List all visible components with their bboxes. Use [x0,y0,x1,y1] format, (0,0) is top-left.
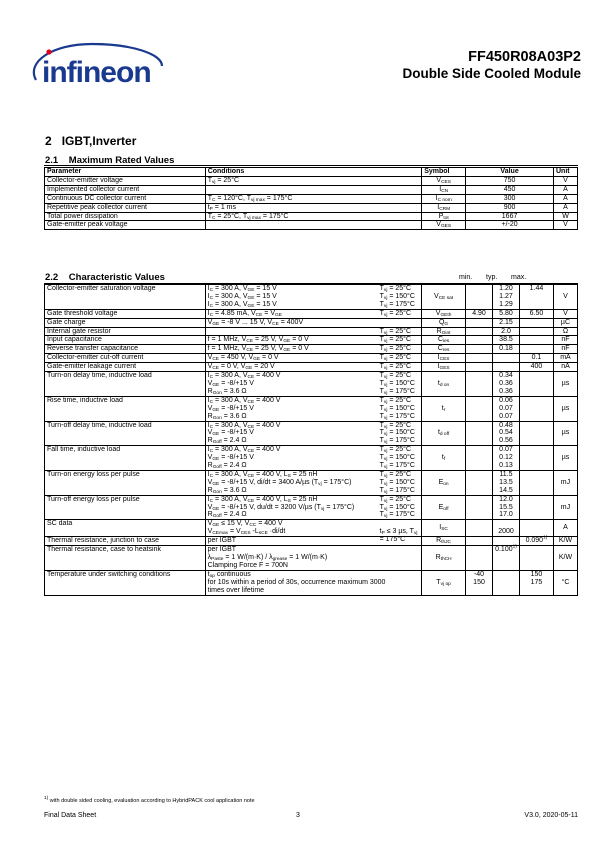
typ-cell: 1.20 1.27 1.29 [493,285,520,310]
unit-cell: W [553,212,577,221]
symbol-cell: $I_{SC}$ [422,520,466,537]
table-row [45,221,578,230]
section-title: IGBT,Inverter [61,134,137,148]
parameter-cell: Gate threshold voltage [45,309,206,318]
max-cell: 0.090$^{1)}$ [519,537,553,546]
footer-version-date: V3.0, 2020-05-11 [524,812,578,819]
symbol-cell: $R_{thJC}$ [422,537,466,546]
max-cell: 400 [519,363,553,372]
parameter-cell: SC data [45,520,206,537]
parameter-cell: Thermal resistance, junction to case [45,537,206,546]
table-row [45,372,578,397]
max-rated-table [44,167,578,230]
table-row [45,176,578,185]
symbol-cell: $C_{res}$ [422,345,466,354]
table-header-row [45,168,578,177]
min-cell [466,354,493,363]
symbol-cell: $I_{CES}$ [422,354,466,363]
unit-cell: V [553,285,577,310]
max-cell [519,470,553,495]
parameter-cell: Rise time, inductive load [45,396,206,421]
value-cell: 750 [466,176,554,185]
conditions-cell: $t_P = 1$ ms [205,203,422,212]
typ-cell: 0.18 [493,345,520,354]
subsection-title: Characteristic Values [68,272,165,283]
section-number: 2 [45,134,52,148]
conditions-cell: $I_C = 300$ A, $V_{CE} = 400$ V $T_{vj} = 25^\circ C$ $V_{GE} = -8/+15$ V $T_{vj} = 150^\circ C$ $R_{Goff} = 2.4$ Ω $T_{vj} = 175^\circ C$ [205,421,421,446]
value-cell: 900 [466,203,554,212]
unit-cell: K/W [553,537,577,546]
min-cell [466,285,493,310]
table-row [45,495,578,520]
conditions-cell: $I_C = 300$ A, $V_{CE} = 400$ V, $L_S = 25$ nH $T_{vj} = 25^\circ C$ $V_{GE} = -8/+15$ V, du/dt = 3200 V/µs $(T_{vj} = 175^\circ C)$ $T_{vj} = 150^\circ C$ $R_{Goff} = 2.4$ Ω $T_{vj} = 175^\circ C$ [205,495,421,520]
min-cell [466,336,493,345]
min-cell [466,495,493,520]
parameter-cell: Total power dissipation [45,212,206,221]
footer-left: Final Data Sheet [44,812,97,819]
min-cell [466,421,493,446]
min-cell: 4.90 [466,309,493,318]
table-row [45,421,578,446]
value-cell: 450 [466,185,554,194]
unit-cell: nF [553,336,577,345]
min-cell [466,520,493,537]
typ-cell: 38.5 [493,336,520,345]
infineon-logo [22,40,167,100]
table-row [45,212,578,221]
footer-page-number: 3 [296,812,300,819]
max-cell: 6.50 [519,309,553,318]
max-cell [519,546,553,571]
unit-cell: K/W [553,546,577,571]
table-row [45,336,578,345]
header-symbol: Symbol [422,168,466,177]
symbol-cell: $I_{CN}$ [422,185,466,194]
max-cell: 150 175 [519,570,553,595]
parameter-cell: Continuous DC collector current [45,194,206,203]
min-cell [466,372,493,397]
max-cell: 1.44 [519,285,553,310]
typ-cell [493,363,520,372]
unit-cell: µs [553,446,577,471]
conditions-cell: $V_{GE} = -8$ V ... 15 V, $V_{CE} = 400V$ [205,318,421,327]
conditions-cell: $T_{vj} = 25^\circ C$ [205,327,421,336]
unit-cell: A [553,520,577,537]
conditions-cell: $T_C = 25^\circ C$, $T_{vj max} = 175^\circ C$ [205,212,422,221]
header-value: Value [466,168,554,177]
max-cell [519,372,553,397]
parameter-cell: Turn-on energy loss per pulse [45,470,206,495]
conditions-cell: f = 1 MHz, $V_{CE} = 25$ V, $V_{GE} = 0$ V $T_{vj} = 25^\circ C$ [205,345,421,354]
conditions-cell: per IGBT $\lambda_{Paste} = 1$ $W/(m\cdot K) / \lambda_{grease} = 1$ W/(m·K) Clamping Force F = 700N [205,546,421,571]
parameter-cell: Thermal resistance, case to heatsink [45,546,206,571]
parameter-cell: Implemented collector current [45,185,206,194]
table-row [45,285,578,310]
conditions-cell: $T_C = 120^\circ C$, $T_{vj max} = 175^\circ C$ [205,194,422,203]
conditions-cell: $I_C = 300$ A, $V_{CE} = 400$ V $T_{vj} = 25^\circ C$ $V_{GE} = -8/+15$ V $T_{vj} = 150^\circ C$ $R_{Gon} = 3.6$ Ω $T_{vj} = 175^\circ C$ [205,372,421,397]
conditions-cell: $V_{CE} = 0$ V, $V_{GE} = 20$ V $T_{vj} = 25^\circ C$ [205,363,421,372]
typ-cell: 0.07 0.12 0.13 [493,446,520,471]
min-cell: -40 150 [466,570,493,595]
unit-cell: µs [553,372,577,397]
conditions-cell: $I_C = 4.85$ mA, $V_{CE} = V_{GE}$ $T_{vj} = 25^\circ C$ [205,309,421,318]
conditions-cell: $I_C = 300$ A, $V_{CE} = 400$ V, $L_S = 25$ nH $T_{vj} = 25^\circ C$ $V_{GE} = -8/+15$ V, di/dt = 3400 A/µs $(T_{vj} = 175^\circ C)$ $T_{vj} = 150^\circ C$ $R_{Gon} = 3.6$ Ω $T_{vj} = 175^\circ C$ [205,470,421,495]
table-row [45,185,578,194]
symbol-cell: $C_{ies}$ [422,336,466,345]
logo-text: infineon [42,56,151,89]
parameter-cell: Gate-emitter peak voltage [45,221,206,230]
table-row [45,546,578,571]
table-row [45,203,578,212]
table-row [45,363,578,372]
header-parameter: Parameter [45,168,206,177]
parameter-cell: Turn-off delay time, inductive load [45,421,206,446]
typ-cell: 0.100$^{1)}$ [493,546,520,571]
table-row [45,345,578,354]
parameter-cell: Turn-on delay time, inductive load [45,372,206,397]
typ-cell [493,570,520,595]
parameter-cell: Input capacitance [45,336,206,345]
typ-cell: 0.48 0.54 0.56 [493,421,520,446]
parameter-cell: Reverse transfer capacitance [45,345,206,354]
subsection-number: 2.2 [45,272,59,283]
table-row [45,327,578,336]
column-typ-label: typ. [486,274,498,281]
part-number: FF450R08A03P2 [468,49,581,65]
conditions-cell: $I_C = 300$ A, $V_{CE} = 400$ V $T_{vj} = 25^\circ C$ $V_{GE} = -8/+15$ V $T_{vj} = 150^\circ C$ $R_{Goff} = 2.4$ Ω $T_{vj} = 175^\circ C$ [205,446,421,471]
value-cell: 300 [466,194,554,203]
conditions-cell: $T_{vj} = 25^\circ C$ [205,176,422,185]
symbol-cell: $t_{d on}$ [422,372,466,397]
table-row [45,194,578,203]
symbol-cell: $P_{tot}$ [422,212,466,221]
max-cell: 0.1 [519,354,553,363]
unit-cell: A [553,194,577,203]
max-cell [519,495,553,520]
typ-cell: 11.5 13.5 14.5 [493,470,520,495]
symbol-cell: $T_{vj op}$ [422,570,466,595]
table-row [45,470,578,495]
parameter-cell: Fall time, inductive load [45,446,206,471]
min-cell [466,363,493,372]
value-cell: 1667 [466,212,554,221]
symbol-cell: $V_{CES}$ [422,176,466,185]
max-cell [519,327,553,336]
unit-cell: nA [553,363,577,372]
document-subtitle: Double Side Cooled Module [402,66,581,81]
max-cell [519,520,553,537]
header-conditions: Conditions [205,168,422,177]
subsection-characteristic-heading [45,272,165,283]
conditions-cell: per IGBT [205,537,421,546]
conditions-cell: $V_{GE} \le 15$ V, $V_{CC} = 400$ V $V_{CEmax} = V_{CES}$ $-L_{sCE} \cdot di/dt$ $t_P \le 3$ µs, $T_{vj} = 175^\circ C$ [205,520,421,537]
min-cell [466,546,493,571]
symbol-cell: $E_{on}$ [422,470,466,495]
typ-cell: 12.0 15.5 17.0 [493,495,520,520]
value-cell: +/-20 [466,221,554,230]
unit-cell: µs [553,421,577,446]
symbol-cell: $E_{off}$ [422,495,466,520]
unit-cell: nF [553,345,577,354]
typ-cell: 0.06 0.07 0.07 [493,396,520,421]
typ-cell: 0.34 0.36 0.36 [493,372,520,397]
symbol-cell: $R_{thCH}$ [422,546,466,571]
unit-cell: V [553,221,577,230]
unit-cell: mJ [553,470,577,495]
min-cell [466,345,493,354]
unit-cell: V [553,176,577,185]
symbol-cell: $V_{GES}$ [422,221,466,230]
table-row [45,354,578,363]
min-cell [466,396,493,421]
unit-cell: °C [553,570,577,595]
table-row [45,318,578,327]
max-cell [519,446,553,471]
typ-cell: 5.80 [493,309,520,318]
unit-cell: µs [553,396,577,421]
parameter-cell: Collector-emitter voltage [45,176,206,185]
table-row [45,537,578,546]
table-row [45,396,578,421]
symbol-cell: $V_{GEth}$ [422,309,466,318]
parameter-cell: Collector-emitter saturation voltage [45,285,206,310]
subsection-title: Maximum Rated Values [68,155,175,166]
conditions-cell: $t_{op}$ continuous for 10s within a period of 30s, occurrence maximum 3000 times over lifetime [205,570,421,595]
max-cell [519,336,553,345]
header-title-block [403,49,582,83]
symbol-cell: $t_{d off}$ [422,421,466,446]
column-min-label: min. [459,274,473,281]
header-unit: Unit [553,168,577,177]
parameter-cell: Turn-off energy loss per pulse [45,495,206,520]
symbol-cell: $R_{Gint}$ [422,327,466,336]
min-cell [466,327,493,336]
unit-cell: V [553,309,577,318]
symbol-cell: $I_{CRM}$ [422,203,466,212]
min-cell [466,470,493,495]
parameter-cell: Gate-emitter leakage current [45,363,206,372]
symbol-cell: $Q_G$ [422,318,466,327]
max-cell [519,318,553,327]
max-cell [519,345,553,354]
symbol-cell: $I_{C nom}$ [422,194,466,203]
footnote: $^{1)}$ with double sided cooling, evaluation according to HybridPACK cool application note [44,796,255,804]
symbol-cell: $t_r$ [422,396,466,421]
typ-cell [493,354,520,363]
table-row [45,520,578,537]
parameter-cell: Repetitive peak collector current [45,203,206,212]
min-cell [466,318,493,327]
unit-cell: mA [553,354,577,363]
unit-cell: µC [553,318,577,327]
column-max-label: max. [511,274,527,281]
subsection-number: 2.1 [45,155,59,166]
max-cell [519,396,553,421]
conditions-cell [205,221,422,230]
unit-cell: A [553,185,577,194]
conditions-cell: $I_C = 300$ A, $V_{CE} = 400$ V $T_{vj} = 25^\circ C$ $V_{GE} = -8/+15$ V $T_{vj} = 150^\circ C$ $R_{Gon} = 3.6$ Ω $T_{vj} = 175^\circ C$ [205,396,421,421]
typ-cell: 2000 [493,520,520,537]
parameter-cell: Collector-emitter cut-off current [45,354,206,363]
typ-cell: 2.0 [493,327,520,336]
min-cell [466,537,493,546]
conditions-cell [205,185,422,194]
heading-rule [44,165,578,166]
parameter-cell: Internal gate resistor [45,327,206,336]
typ-cell: 2.15 [493,318,520,327]
table-row [45,309,578,318]
unit-cell: Ω [553,327,577,336]
symbol-cell: $I_{GES}$ [422,363,466,372]
conditions-cell: f = 1 MHz, $V_{CE} = 25$ V, $V_{GE} = 0$ V $T_{vj} = 25^\circ C$ [205,336,421,345]
conditions-cell: $V_{CE} = 450$ V, $V_{GE} = 0$ V $T_{vj} = 25^\circ C$ [205,354,421,363]
parameter-cell: Temperature under switching conditions [45,570,206,595]
symbol-cell: $t_f$ [422,446,466,471]
table-row [45,570,578,595]
unit-cell: A [553,203,577,212]
parameter-cell: Gate charge [45,318,206,327]
unit-cell: mJ [553,495,577,520]
conditions-cell: $I_C = 300$ A, $V_{GE} = 15$ V $T_{vj} = 25^\circ C$ $I_C = 300$ A, $V_{GE} = 15$ V $T_{vj} = 150^\circ C$ $I_C = 300$ A, $V_{GE} = 15$ V $T_{vj} = 175^\circ C$ [205,285,421,310]
min-cell [466,446,493,471]
characteristic-table [44,284,578,596]
section-heading [45,134,136,148]
table-row [45,446,578,471]
symbol-cell: $V_{CE sat}$ [422,285,466,310]
max-cell [519,421,553,446]
